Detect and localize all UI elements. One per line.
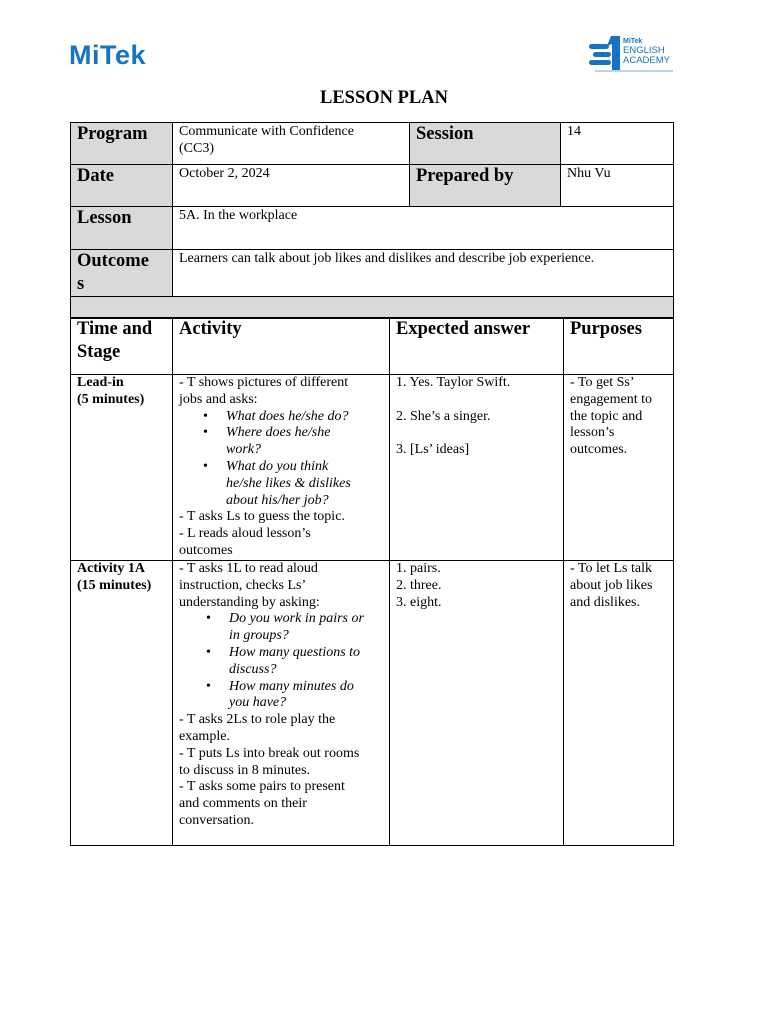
purposes-cell: - To let Ls talk about job likes and dislikes. — [564, 561, 674, 846]
activities-table — [70, 317, 674, 846]
list-item: • What does he/she do? — [226, 409, 383, 426]
date-label: Date — [71, 165, 173, 207]
logo-line1: MiTek — [623, 38, 643, 45]
list-item: • Do you work in pairs or in groups? — [229, 611, 383, 645]
lesson-value: 5A. In the workplace — [173, 207, 674, 250]
mitek-logo: MiTek — [69, 40, 147, 70]
logo-line2: ENGLISH — [623, 45, 665, 56]
outcomes-label: Outcome s — [71, 250, 173, 297]
program-value: Communicate with Confidence (CC3) — [173, 123, 410, 165]
program-label: Program — [71, 123, 173, 165]
header-purposes: Purposes — [564, 318, 674, 375]
stage-cell: Activity 1A (15 minutes) — [71, 561, 173, 846]
activity-cell: - T shows pictures of different jobs and asks: • What does he/she do? • Where does he/she work? • What do you think he/she likes & dislikes about his/her job? - T asks Ls to guess the topic. - L reads aloud lesson’s outcomes — [173, 375, 390, 561]
activities-header-row — [71, 318, 674, 375]
prepared-by-label: Prepared by — [410, 165, 561, 207]
header-expected-answer: Expected answer — [390, 318, 564, 375]
list-item: • How many questions to discuss? — [229, 645, 383, 679]
date-value: October 2, 2024 — [173, 165, 410, 207]
outcomes-value: Learners can talk about job likes and dislikes and describe job experience. — [173, 250, 674, 297]
expected-answer-cell: 1. Yes. Taylor Swift. 2. She’s a singer. 3. [Ls’ ideas] — [390, 375, 564, 561]
list-item: • How many minutes do you have? — [229, 679, 383, 713]
session-value: 14 — [561, 123, 674, 165]
expected-answer-cell: 1. pairs. 2. three. 3. eight. — [390, 561, 564, 846]
logo-line3: ACADEMY — [623, 55, 670, 66]
table-row — [71, 561, 674, 846]
header-activity: Activity — [173, 318, 390, 375]
list-item: • What do you think he/she likes & dislikes about his/her job? — [226, 459, 383, 509]
page-title: LESSON PLAN — [320, 88, 448, 108]
activity-cell: - T asks 1L to read aloud instruction, checks Ls’ understanding by asking: • Do you work in pairs or in groups? • How many questions to discuss? • How many minutes do you have? - T asks 2Ls to role play the example. - T puts Ls into break out rooms to discuss in 8 minutes. - T asks some pairs to present and comments on their conversation. — [173, 561, 390, 846]
session-label: Session — [410, 123, 561, 165]
list-item: • Where does he/she work? — [226, 425, 383, 459]
lesson-info-table — [70, 122, 674, 319]
prepared-by-value: Nhu Vu — [561, 165, 674, 207]
english-academy-logo — [587, 32, 677, 76]
logo-tagline-decoration — [595, 70, 673, 72]
purposes-cell: - To get Ss’ engagement to the topic and lesson’s outcomes. — [564, 375, 674, 561]
separator-row — [71, 297, 674, 319]
stage-cell: Lead-in (5 minutes) — [71, 375, 173, 561]
table-row — [71, 375, 674, 561]
header-time-stage: Time and Stage — [71, 318, 173, 375]
lesson-label: Lesson — [71, 207, 173, 250]
academy-logo-icon — [587, 34, 623, 74]
